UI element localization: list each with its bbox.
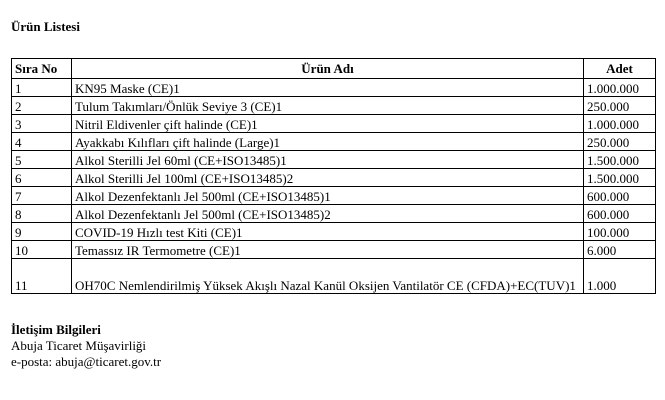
table-row	[12, 205, 656, 223]
row-no: 3	[12, 115, 72, 133]
row-no: 8	[12, 205, 72, 223]
row-no: 10	[12, 241, 72, 259]
row-qty: 1.000.000	[584, 115, 656, 133]
table-row	[12, 79, 656, 97]
row-name: KN95 Maske (CE)1	[72, 79, 584, 97]
document-title: Ürün Listesi	[11, 19, 80, 34]
contact-title: İletişim Bilgileri	[11, 322, 101, 337]
row-name: Temassız IR Termometre (CE)1	[72, 241, 584, 259]
header-name: Ürün Adı	[72, 59, 584, 79]
row-qty: 600.000	[584, 205, 656, 223]
table-header-row	[12, 59, 656, 79]
row-name: Nitril Eldivenler çift halinde (CE)1	[72, 115, 584, 133]
row-qty: 100.000	[584, 223, 656, 241]
row-name: Alkol Sterilli Jel 60ml (CE+ISO13485)1	[72, 151, 584, 169]
row-qty: 1.500.000	[584, 169, 656, 187]
contact-block	[11, 322, 161, 370]
row-qty: 6.000	[584, 241, 656, 259]
row-no: 6	[12, 169, 72, 187]
row-no: 11	[12, 259, 72, 294]
table-row	[12, 115, 656, 133]
contact-org: Abuja Ticaret Müşavirliği	[11, 338, 147, 353]
header-qty: Adet	[584, 59, 656, 79]
row-name: Ayakkabı Kılıfları çift halinde (Large)1	[72, 133, 584, 151]
row-qty: 600.000	[584, 187, 656, 205]
row-name: COVID-19 Hızlı test Kiti (CE)1	[72, 223, 584, 241]
row-qty: 1.000	[584, 259, 656, 294]
table-row	[12, 133, 656, 151]
row-no: 7	[12, 187, 72, 205]
row-qty: 1.500.000	[584, 151, 656, 169]
row-no: 9	[12, 223, 72, 241]
header-no: Sıra No	[12, 59, 72, 79]
row-no: 5	[12, 151, 72, 169]
table-row	[12, 169, 656, 187]
table-row	[12, 97, 656, 115]
product-table	[11, 58, 656, 294]
row-qty: 1.000.000	[584, 79, 656, 97]
row-name: Alkol Sterilli Jel 100ml (CE+ISO13485)2	[72, 169, 584, 187]
row-name: OH70C Nemlendirilmiş Yüksek Akışlı Nazal Kanül Oksijen Vantilatör CE (CFDA)+EC(TUV)1	[72, 259, 584, 294]
table-row	[12, 223, 656, 241]
row-no: 2	[12, 97, 72, 115]
row-no: 1	[12, 79, 72, 97]
table-row	[12, 151, 656, 169]
row-name: Alkol Dezenfektanlı Jel 500ml (CE+ISO13485)1	[72, 187, 584, 205]
table-row	[12, 259, 656, 294]
row-qty: 250.000	[584, 133, 656, 151]
row-no: 4	[12, 133, 72, 151]
row-name: Alkol Dezenfektanlı Jel 500ml (CE+ISO13485)2	[72, 205, 584, 223]
row-qty: 250.000	[584, 97, 656, 115]
row-name: Tulum Takımları/Önlük Seviye 3 (CE)1	[72, 97, 584, 115]
table-row	[12, 187, 656, 205]
contact-email: e-posta: abuja@ticaret.gov.tr	[11, 354, 162, 369]
table-row	[12, 241, 656, 259]
